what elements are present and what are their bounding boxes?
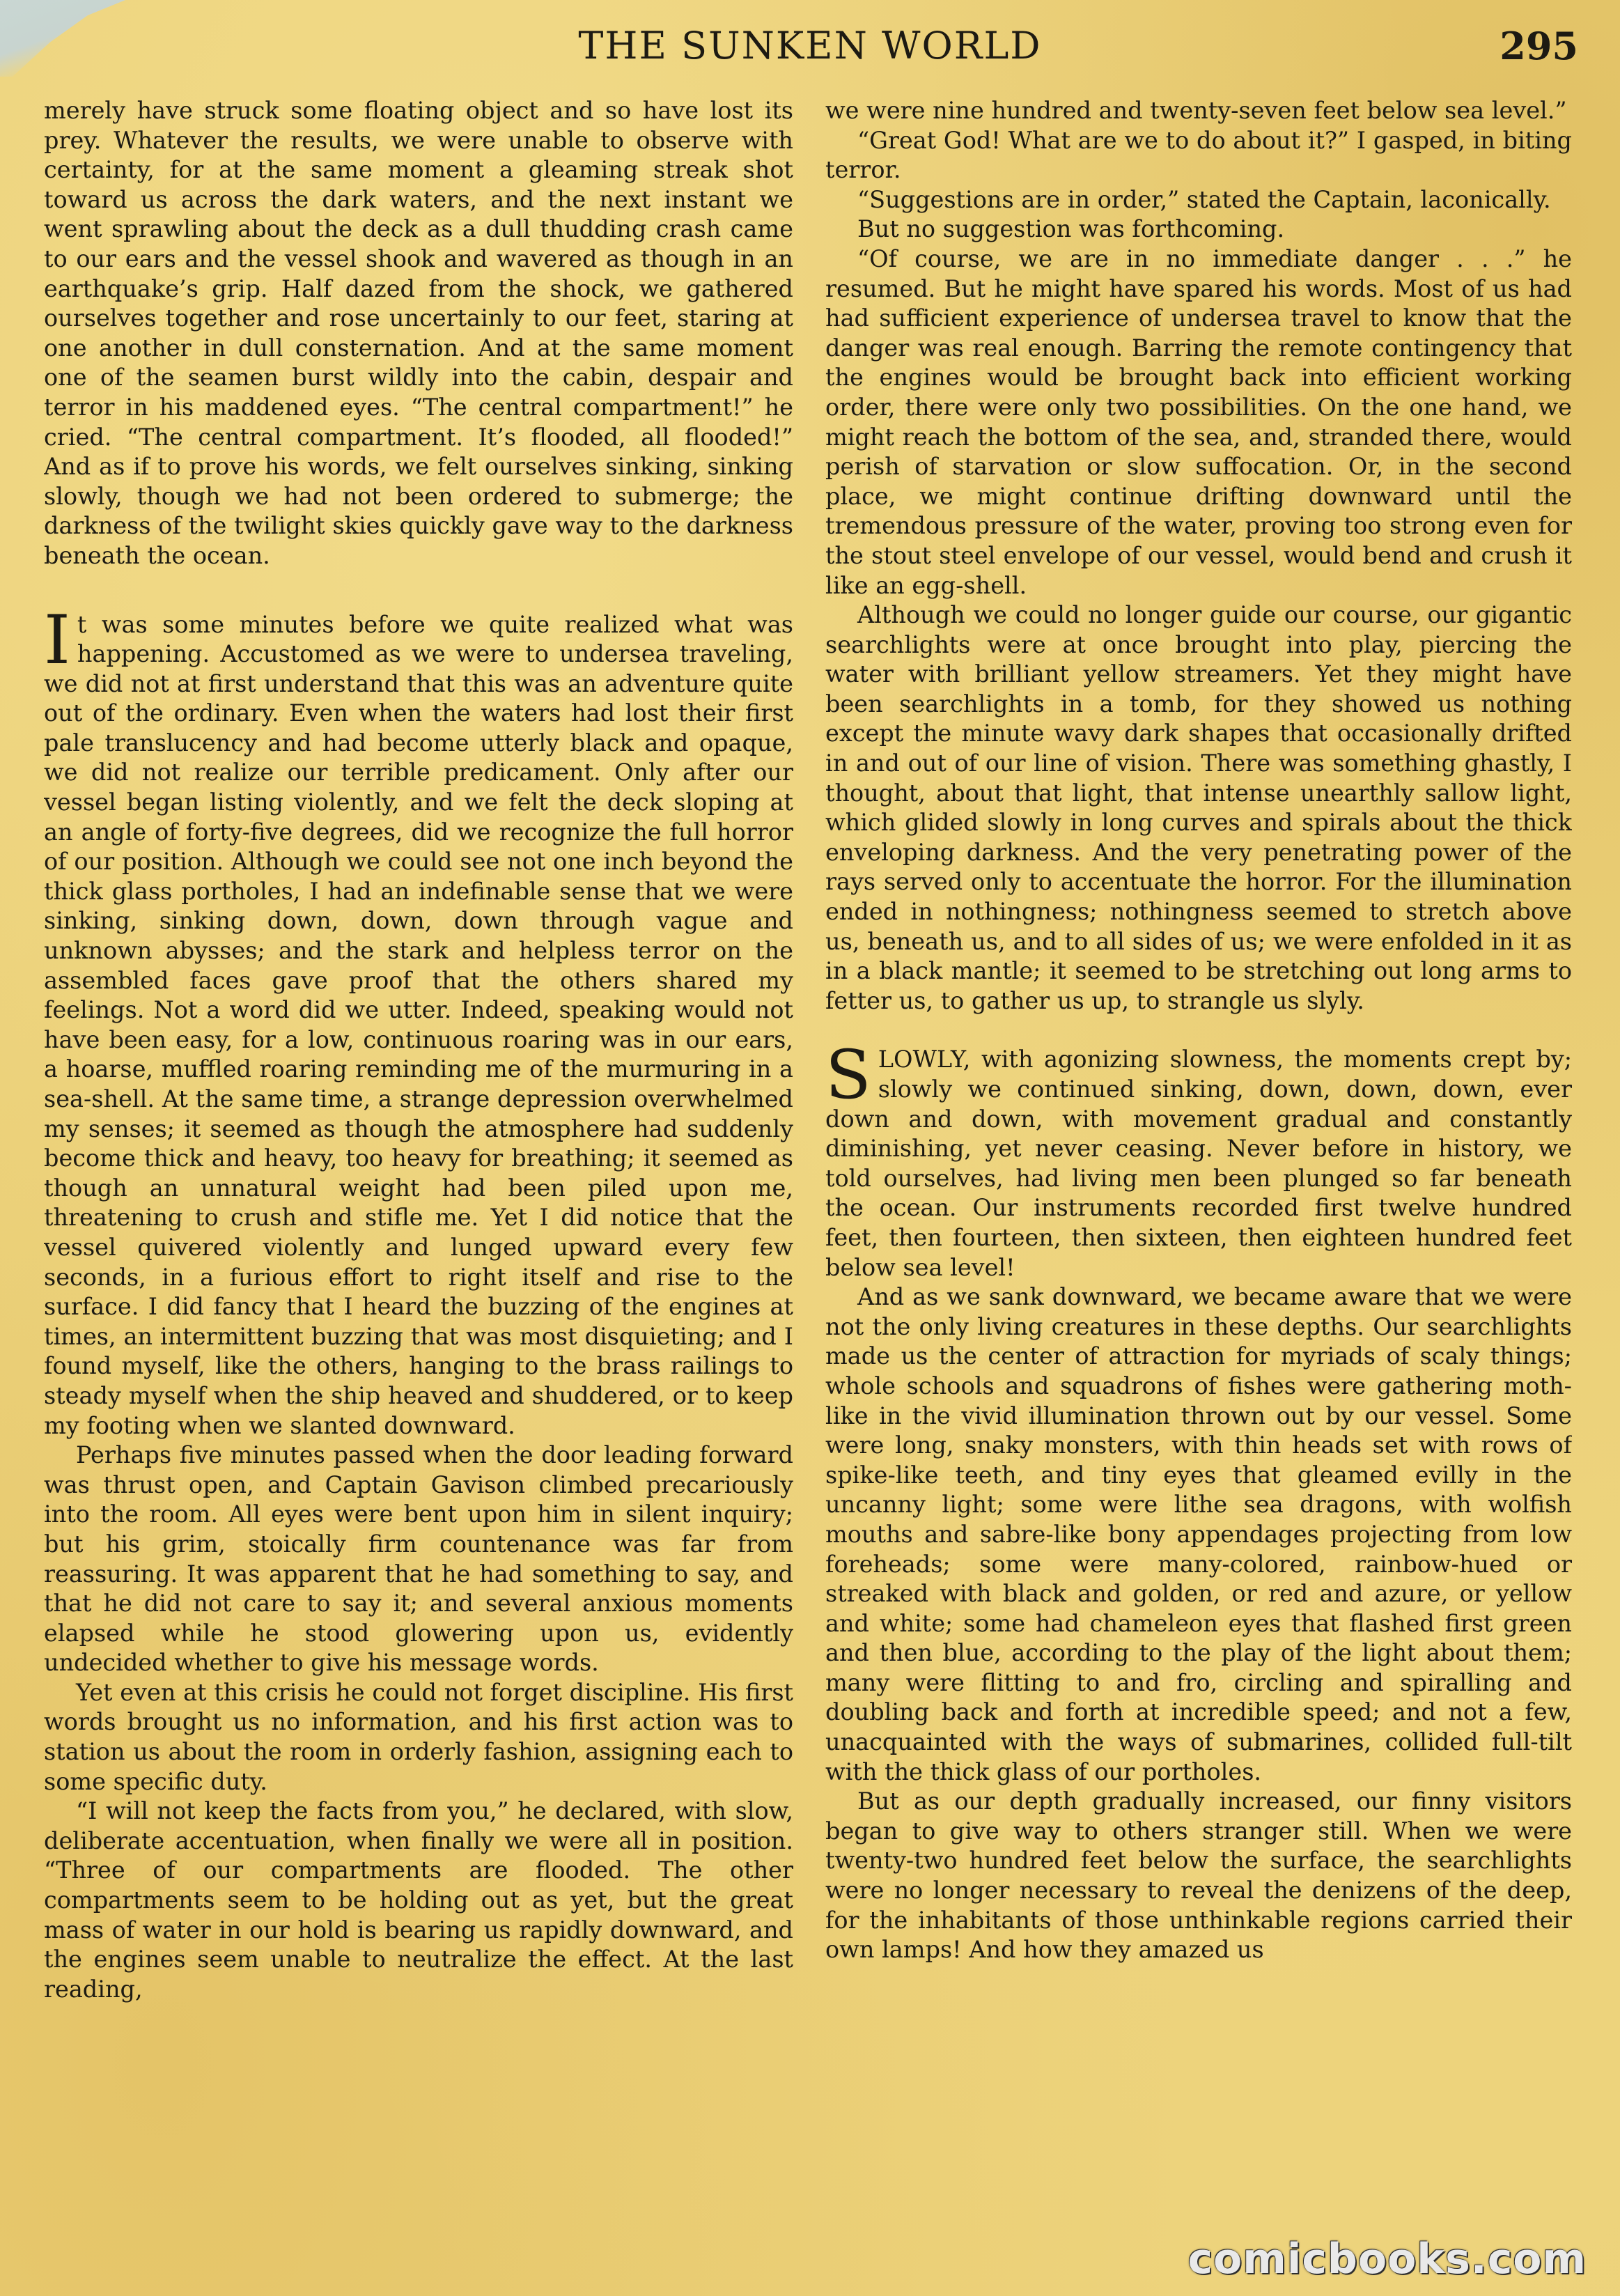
watermark-logo: comicbooks.com <box>1187 2235 1587 2283</box>
paragraph: Although we could no longer guide our course, our gigantic searchlights were at once brought into play, piercing the water with brilliant yellow streamers. Yet they might have been searchlights in a tomb, for they showed us nothing except the minute wavy dark shapes that occasionally drifted in and out of our line of vision. There was something ghastly, I thought, about that light, that intense unearthly sallow light, which glided slowly in long curves and spirals about the thick enveloping darkness. And the very penetrating power of the rays served only to accentuate the horror. For the illumination ended in nothingness; nothingness seemed to stretch above us, beneath us, and to all sides of us; we were enfolded in it as in a black mantle; it seemed to be stretching out long arms to fetter us, to gather us up, to strangle us slyly. <box>825 601 1572 1014</box>
section-break <box>44 571 793 610</box>
drop-cap: S <box>825 1036 871 1115</box>
paragraph: “Great God! What are we to do about it?” I gasped, in biting terror. <box>825 126 1572 184</box>
left-column <box>44 96 793 2270</box>
paragraph-text: LOWLY, with agonizing slowness, the moments crept by; slowly we continued sinking, down, down, down, ever down and down, with movement gradual and constantly diminishing, yet never ceasing. Never before in history, we told ourselves, had living men been plunged so far beneath the ocean. Our instruments recorded first twelve hundred feet, then fourteen, then sixteen, then eighteen hundred feet below sea level! <box>825 1046 1572 1281</box>
paragraph-text: t was some minutes before we quite realized what was happening. Accustomed as we were to undersea traveling, we did not at first understand that this was an adventure quite out of the ordinary. Even when the waters had lost their first pale translucency and had become utterly black and opaque, we did not realize our terrible predicament. Only after our vessel began listing violently, and we felt the deck sloping at an angle of forty-five degrees, did we recognize the full horror of our position. Although we could see not one inch beyond the thick glass portholes, I had an indefinable sense that we were sinking, sinking down, down, down through vague and unknown abysses; and the stark and helpless terror on the assembled faces gave proof that the others shared my feelings. Not a word did we utter. Indeed, speaking would not have been easy, for a low, continuous roaring was in our ears, a hoarse, muffled roaring reminding me of the murmuring in a sea-shell. At the same time, a strange depression overwhelmed my senses; it seemed as though the atmosphere had suddenly become thick and heavy, too heavy for breathing; it seemed as though an unnatural weight had been piled upon me, threatening to crush and stifle me. Yet I did notice that the vessel quivered violently and lunged upward every few seconds, in a furious effort to right itself and rise to the surface. I did fancy that I heard the buzzing of the engines at times, an intermittent buzzing that was most disquieting; and I found myself, like the others, hanging to the brass railings to steady myself when the ship heaved and shuddered, or to keep my footing when we slanted downward. <box>44 610 793 1439</box>
paragraph: But no suggestion was forthcoming. <box>857 215 1285 243</box>
page-header <box>42 21 1578 70</box>
paragraph: we were nine hundred and twenty-seven feet below sea level.” <box>825 97 1567 124</box>
paragraph: “Of course, we are in no immediate danger . . .” he resumed. But he might have spared his words. Most of us had had sufficient experience of undersea travel to know that the danger was real enough. Barring the remote contingency that the engines would be brought back into efficient working order, there were only two possibilities. On the one hand, we might reach the bottom of the sea, and, stranded there, would perish of starvation or slow suffocation. Or, in the second place, we might continue drifting downward until the tremendous pressure of the water, proving too strong even for the stout steel envelope of our vessel, would bend and crush it like an egg-shell. <box>825 245 1572 599</box>
paragraph: “I will not keep the facts from you,” he declared, with slow, deliberate accentuation, when finally we were all in position. “Three of our compartments are flooded. The other compartments seem to be holding out as yet, but the great mass of water in our hold is bearing us rapidly downward, and the engines seem unable to neutralize the effect. At the last reading, <box>44 1797 793 2003</box>
paragraph: merely have struck some floating object and so have lost its prey. Whatever the results, we were unable to observe with certainty, for at the same moment a gleaming streak shot toward us across the dark waters, and the next instant we went sprawling about the deck as a dull thudding crash came to our ears and the vessel shook and wavered as though in an earthquake’s grip. Half dazed from the shock, we gathered ourselves together and rose uncertainly to our feet, staring at one another in dull consternation. And at the same moment one of the seamen burst wildly into the cabin, despair and terror in his maddened eyes. “The central compartment!” he cried. “The central compartment. It’s flooded, all flooded!” And as if to prove his words, we felt ourselves sinking, sinking slowly, though we had not been ordered to submerge; the darkness of the twilight skies quickly gave way to the darkness beneath the ocean. <box>44 97 793 569</box>
page-number: 295 <box>1500 24 1578 68</box>
paragraph: “Suggestions are in order,” stated the Captain, laconically. <box>857 185 1551 213</box>
paragraph: And as we sank downward, we became aware that we were not the only living creatures in these depths. Our searchlights made us the center of attraction for myriads of scaly things; whole schools and squadrons of fishes were gathering moth-like in the vivid illumination thrown out by our vessel. Some were long, snaky monsters, with thin heads set with rows of spike-like teeth, and tiny eyes that gleamed evilly in the uncanny light; some were lithe sea dragons, with wolfish mouths and sabre-like bony appendages projecting from low foreheads; some were many-colored, rainbow-hued or streaked with black and golden, or red and azure, or yellow and white; some had chameleon eyes that flashed first green and then blue, according to the play of the light about them; many were flitting to and fro, circling and spiralling and doubling back and forth at incredible speed; and not a few, unacquainted with the ways of submarines, collided full-tilt with the thick glass of our portholes. <box>825 1283 1572 1785</box>
paragraph-dropcap <box>825 1036 1572 1282</box>
right-column <box>825 96 1572 2270</box>
paragraph-dropcap <box>44 600 793 1441</box>
paragraph: Perhaps five minutes passed when the door leading forward was thrust open, and Captain Gavison climbed precariously into the room. All eyes were bent upon him in silent inquiry; but his grim, stoically firm countenance was far from reassuring. It was apparent that he had something to say, and that he did not care to say it; and several anxious moments elapsed while he stood glowering upon us, evidently undecided whether to give his message words. <box>44 1441 793 1677</box>
running-title: THE SUNKEN WORLD <box>578 24 1042 68</box>
drop-cap: I <box>44 600 70 679</box>
section-break <box>825 1016 1572 1045</box>
paragraph: But as our depth gradually increased, our finny visitors began to give way to others stranger still. When we were twenty-two hundred feet below the surface, the searchlights were no longer necessary to reveal the denizens of the deep, for the inhabitants of those unthinkable regions carried their own lamps! And how they amazed us <box>825 1787 1572 1964</box>
paragraph: Yet even at this crisis he could not forget discipline. His first words brought us no information, and his first action was to station us about the room in orderly fashion, assigning each to some specific duty. <box>44 1678 793 1795</box>
